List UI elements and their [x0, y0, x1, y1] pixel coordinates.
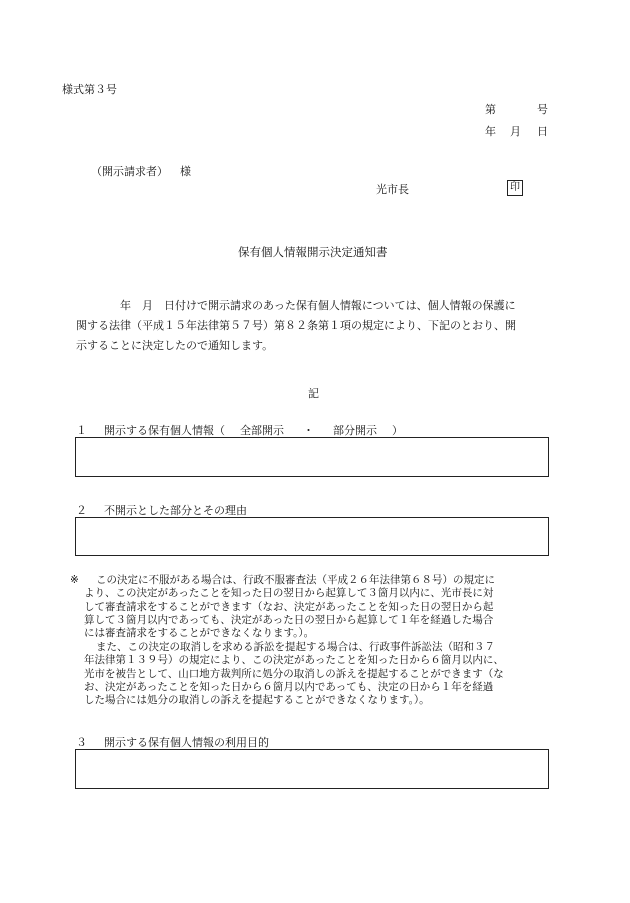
body-paragraph [76, 296, 516, 356]
section3-heading [76, 734, 269, 750]
notice-2-line-2: 年法律第１３９号）の規定により、この決定があったことを知った日から６箇月以内に、 [84, 654, 504, 667]
notice-1-line-4: 算して３箇月以内であっても、決定があった日の翌日から起算して１年を経過した場合 [84, 613, 494, 626]
notice-1-line-1: この決定に不服がある場合は、行政不服審査法（平成２６年法律第６８号）の規定に [96, 574, 495, 586]
doc-number-prefix: 第 [485, 103, 496, 116]
body-line-2: 関する法律（平成１５年法律第５７号）第８２条第１項の規定により、下記のとおり、開 [76, 319, 516, 332]
section3-entry-box[interactable] [75, 749, 549, 789]
document-title: 保有個人情報開示決定通知書 [238, 245, 388, 259]
section2-entry-box[interactable] [75, 517, 549, 556]
notice-2-line-1: また、この決定の取消しを求める訴訟を提起する場合は、行政事件訴訟法（昭和３７ [96, 641, 495, 653]
notice-1-line-3: して審査請求をすることができます（なお、決定があったことを知った日の翌日から起 [84, 600, 494, 613]
date-month: 月 [510, 125, 521, 138]
addressee-honorific: 様 [180, 165, 191, 178]
option-separator: ・ [303, 424, 314, 437]
body-line-3: 示することに決定したので通知します。 [76, 339, 274, 352]
notice-paragraph-1 [84, 574, 495, 640]
option-partial-disclosure: 部分開示 [333, 424, 377, 437]
section3-number: ３ [76, 736, 87, 749]
section1-number: １ [76, 424, 87, 437]
ki-label: 記 [308, 387, 319, 400]
notice-1-line-5: には審査請求をすることができなくなります。）。 [84, 627, 315, 640]
section3-title: 開示する保有個人情報の利用目的 [104, 736, 269, 749]
seal-mark: 印 [507, 180, 523, 196]
form-label: 様式第３号 [62, 83, 117, 96]
notice-mark: ※ [70, 574, 79, 586]
body-line-1: 年 月 日付けで開示請求のあった保有個人情報については、個人情報の保護に [120, 299, 516, 312]
section1-entry-box[interactable] [75, 437, 549, 477]
notice-2-line-5: した場合には処分の取消しの訴えを提起することができなくなります。）。 [84, 694, 430, 707]
date-year: 年 [485, 125, 496, 138]
issuer-title: 光市長 [376, 183, 409, 196]
section1-close-paren: ） [392, 424, 403, 437]
section1-title: 開示する保有個人情報（ [104, 424, 225, 437]
section1-heading [76, 422, 403, 438]
section2-number: ２ [76, 504, 87, 517]
notice-2-line-4: お、決定があったことを知った日から６箇月以内であっても、決定の日から１年を経過 [84, 680, 494, 693]
notice-paragraph-2 [84, 641, 504, 707]
date-day: 日 [537, 125, 548, 138]
addressee-name: （開示請求者） [91, 165, 168, 178]
doc-number-suffix: 号 [537, 103, 548, 116]
notice-2-line-3: 光市を被告として、山口地方裁判所に処分の取消しの訴えを提起することができます（な [84, 667, 504, 680]
notice-1-line-2: より、この決定があったことを知った日の翌日から起算して３箇月以内に、光市長に対 [84, 587, 494, 600]
section2-heading [76, 502, 247, 518]
option-full-disclosure: 全部開示 [240, 424, 284, 437]
section2-title: 不開示とした部分とその理由 [104, 504, 247, 517]
